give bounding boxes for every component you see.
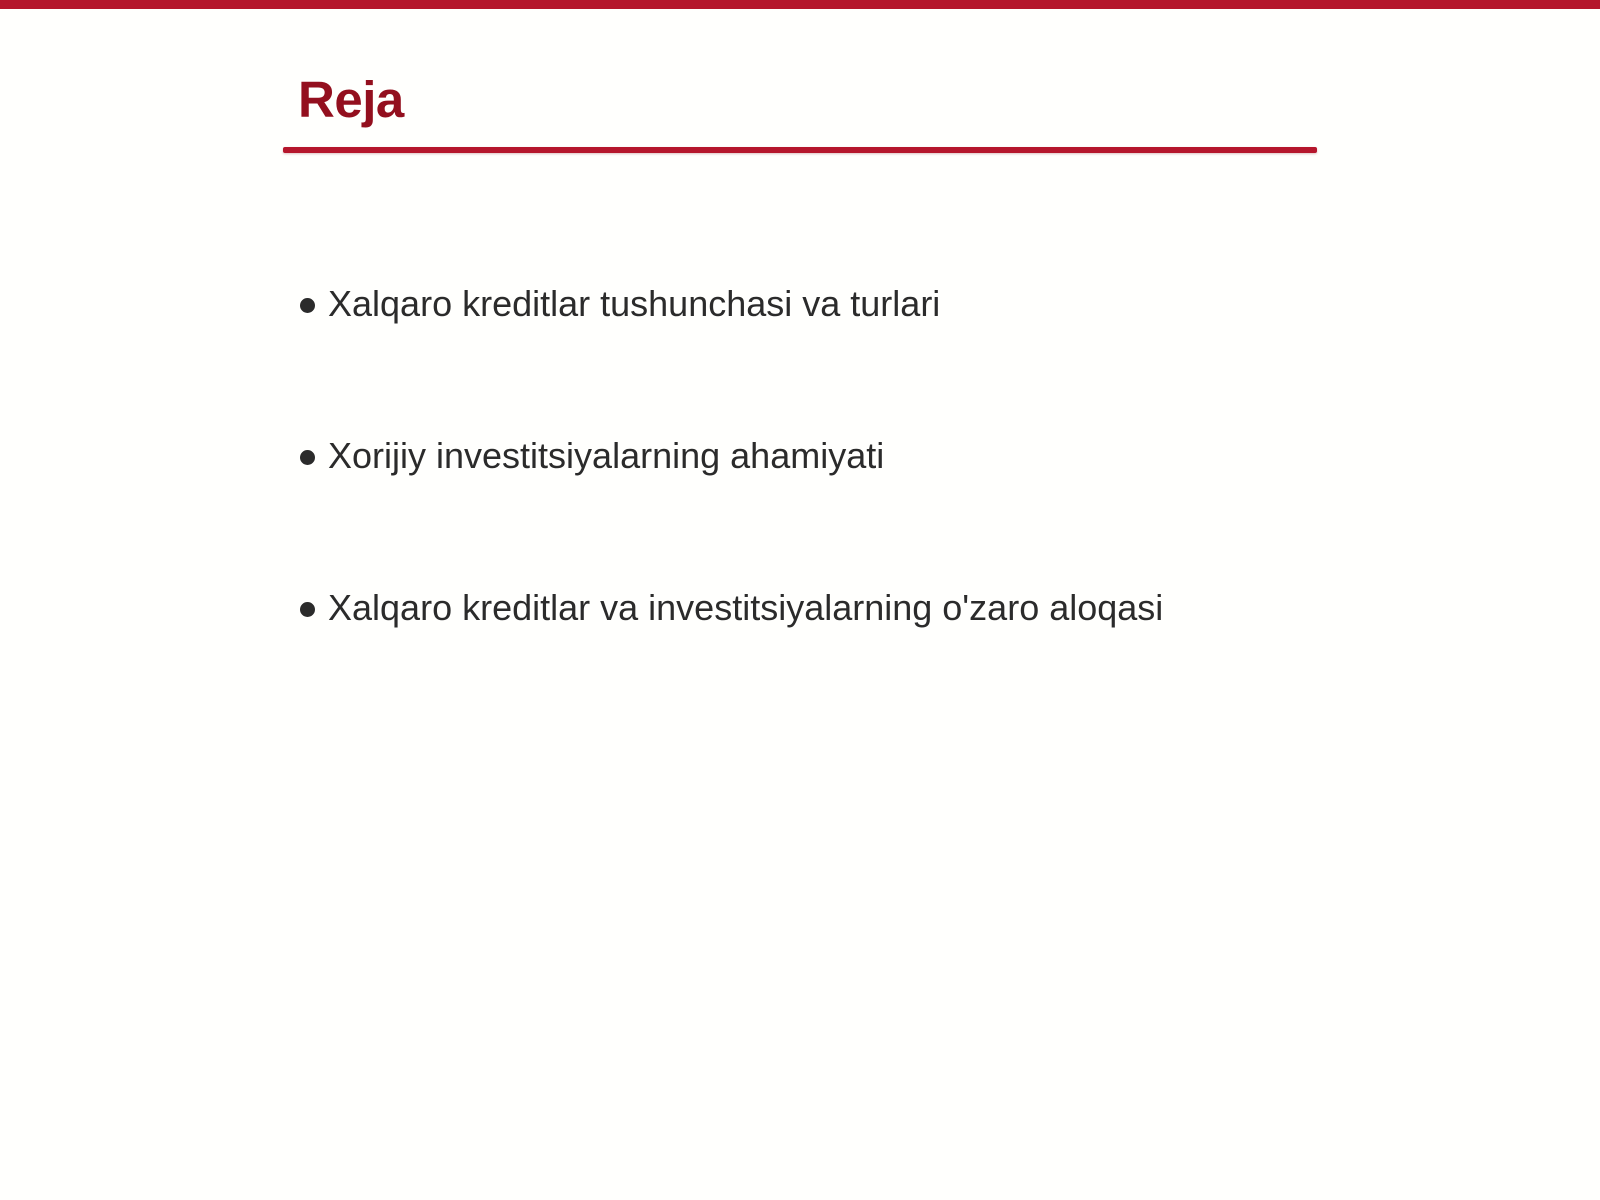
bullet-text: Xalqaro kreditlar tushunchasi va turlari (328, 283, 941, 324)
list-item (300, 280, 940, 328)
bullet-text: Xorijiy investitsiyalarning ahamiyati (328, 435, 885, 476)
list-item (300, 584, 1163, 632)
bullet-icon (300, 450, 315, 465)
bullet-icon (300, 298, 315, 313)
list-item (300, 432, 884, 480)
bullet-icon (300, 602, 315, 617)
slide-title: Reja (298, 71, 404, 128)
bullet-text: Xalqaro kreditlar va investitsiyalarning o'zaro aloqasi (328, 587, 1164, 628)
title-underline (283, 147, 1317, 153)
